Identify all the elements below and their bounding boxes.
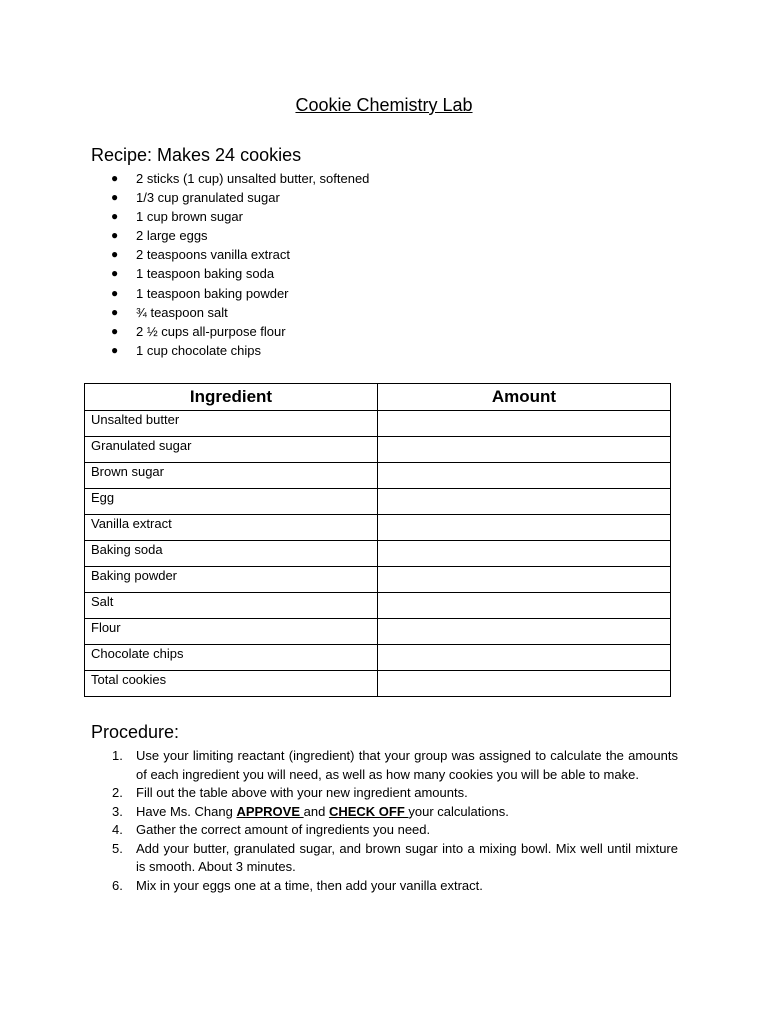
approve-emphasis: APPROVE xyxy=(236,803,304,819)
table-row xyxy=(85,593,671,619)
procedure-step: 3. Have Ms. Chang APPROVE and CHECK OFF your calculations. xyxy=(112,803,509,819)
ingredient-cell: Egg xyxy=(85,489,378,515)
ingredient-cell: Baking powder xyxy=(85,567,378,593)
bullet-icon: ● xyxy=(111,228,119,243)
procedure-step: 4. Gather the correct amount of ingredients you need. xyxy=(112,822,431,837)
list-item: ● 2 sticks (1 cup) unsalted butter, softened xyxy=(111,171,370,186)
list-item: ● 2 ½ cups all-purpose flour xyxy=(111,323,286,339)
bullet-icon: ● xyxy=(111,171,119,185)
ingredient-cell: Baking soda xyxy=(85,541,378,567)
bullet-icon: ● xyxy=(111,323,119,338)
procedure-steps xyxy=(108,747,678,895)
amount-cell[interactable] xyxy=(378,437,671,463)
list-item: ● 1 cup chocolate chips xyxy=(111,342,262,358)
amount-cell[interactable] xyxy=(378,645,671,671)
table-row xyxy=(85,671,671,697)
list-item: ● 2 large eggs xyxy=(111,228,208,244)
ingredient-cell: Chocolate chips xyxy=(85,645,378,671)
bullet-icon: ● xyxy=(111,304,119,319)
ingredient-cell: Granulated sugar xyxy=(85,437,378,463)
check-off-emphasis: CHECK OFF xyxy=(328,803,409,819)
table-row xyxy=(85,645,671,671)
procedure-step: 2. Fill out the table above with your new ingredient amounts. xyxy=(112,785,468,800)
table-row xyxy=(85,515,671,541)
ingredient-amount-table xyxy=(84,383,671,697)
list-item: ● 1 teaspoon baking powder xyxy=(111,285,289,301)
bullet-icon: ● xyxy=(111,247,119,262)
table-header-row xyxy=(85,384,671,411)
table-row xyxy=(85,541,671,567)
table-row xyxy=(85,619,671,645)
ingredient-cell: Flour xyxy=(85,619,378,645)
bullet-icon: ● xyxy=(111,209,119,224)
amount-cell[interactable] xyxy=(378,411,671,437)
list-item: ● 1/3 cup granulated sugar xyxy=(111,190,280,206)
ingredient-cell: Vanilla extract xyxy=(85,515,378,541)
ingredient-cell: Unsalted butter xyxy=(85,411,378,437)
table-row xyxy=(85,489,671,515)
list-item: ● 2 teaspoons vanilla extract xyxy=(111,247,290,263)
column-header-ingredient: Ingredient xyxy=(85,384,378,411)
bullet-icon: ● xyxy=(111,342,119,357)
bullet-icon: ● xyxy=(111,285,119,300)
table-row xyxy=(85,463,671,489)
procedure-step: 6. Mix in your eggs one at a time, then add your vanilla extract. xyxy=(112,877,483,893)
table-row xyxy=(85,437,671,463)
column-header-amount: Amount xyxy=(378,384,671,411)
page-title: Cookie Chemistry Lab xyxy=(295,95,473,115)
procedure-heading: Procedure: xyxy=(91,722,180,742)
amount-cell[interactable] xyxy=(378,515,671,541)
amount-cell[interactable] xyxy=(378,541,671,567)
amount-cell[interactable] xyxy=(378,567,671,593)
ingredient-cell: Brown sugar xyxy=(85,463,378,489)
procedure-step: 1. Use your limiting reactant (ingredient) that your group was assigned to calculate the amounts of each ingredient you will need, as well as how many cookies you will be able to make. xyxy=(112,748,678,782)
amount-cell[interactable] xyxy=(378,463,671,489)
list-item: ● 1 cup brown sugar xyxy=(111,209,243,225)
ingredient-cell: Salt xyxy=(85,593,378,619)
table-row xyxy=(85,567,671,593)
procedure-step: 5. Add your butter, granulated sugar, and brown sugar into a mixing bowl. Mix well until mixture is smooth. About 3 minutes. xyxy=(112,840,678,874)
recipe-heading: Recipe: Makes 24 cookies xyxy=(91,145,302,165)
amount-cell[interactable] xyxy=(378,489,671,515)
list-item: ● ¾ teaspoon salt xyxy=(111,304,228,320)
bullet-icon: ● xyxy=(111,266,119,281)
amount-cell[interactable] xyxy=(378,671,671,697)
amount-cell[interactable] xyxy=(378,593,671,619)
list-item: ● 1 teaspoon baking soda xyxy=(111,266,275,282)
recipe-ingredient-list xyxy=(108,170,369,361)
table-row xyxy=(85,411,671,437)
ingredient-cell: Total cookies xyxy=(85,671,378,697)
bullet-icon: ● xyxy=(111,190,119,205)
amount-cell[interactable] xyxy=(378,619,671,645)
